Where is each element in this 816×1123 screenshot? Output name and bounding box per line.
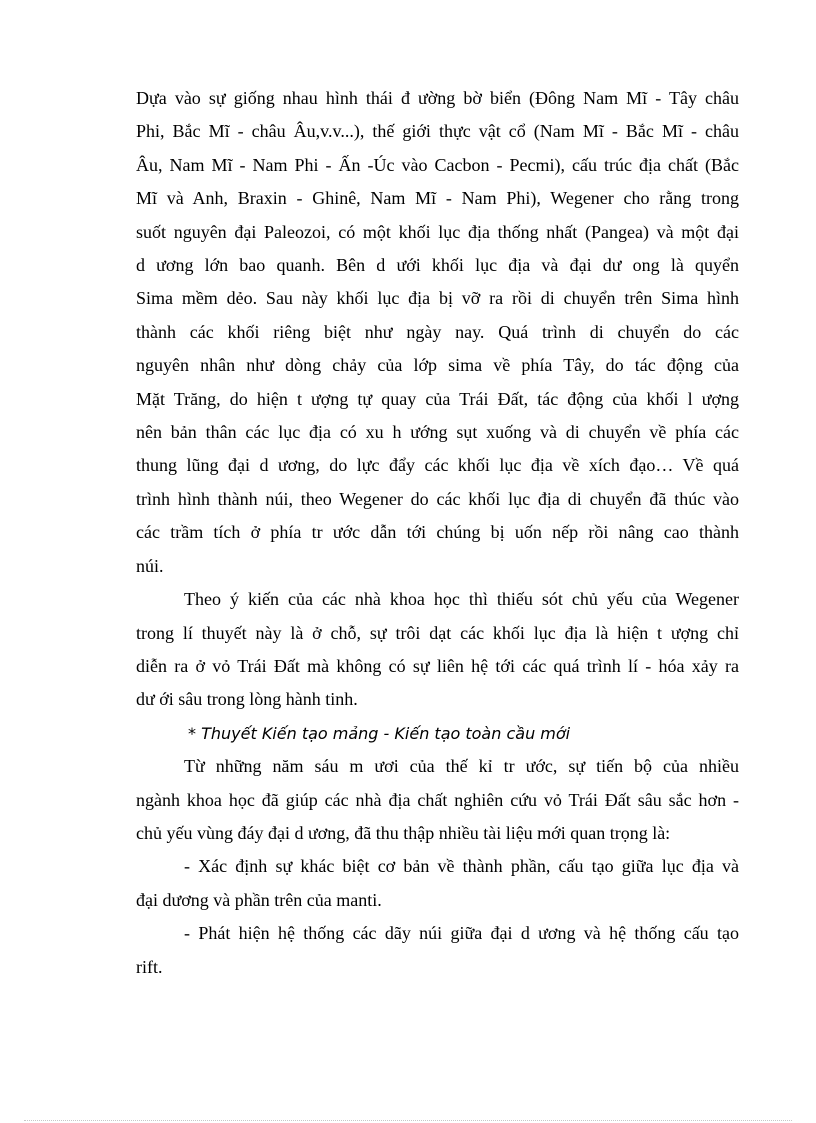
text-line: thành các khối riêng biệt như ngày nay. Quá trình di chuyển do các <box>136 321 739 342</box>
text-line: - Phát hiện hệ thống các dãy núi giữa đại d ương và hệ thống cấu tạo <box>184 923 739 944</box>
text-line: Theo ý kiến của các nhà khoa học thì thiếu sót chủ yếu của Wegener <box>184 589 739 610</box>
text-line: diễn ra ở vỏ Trái Đất mà không có sự liên hệ tới các quá trình lí - hóa xảy ra <box>136 655 739 676</box>
text-line: đại dương và phần trên của manti. <box>136 889 382 910</box>
text-line: suốt nguyên đại Paleozoi, có một khối lục địa thống nhất (Pangea) và một đại <box>136 221 739 242</box>
text-line: chủ yếu vùng đáy đại d ương, đã thu thập nhiều tài liệu mới quan trọng là: <box>136 822 671 843</box>
text-line: nên bản thân các lục địa có xu h ướng sụt xuống và di chuyển về phía các <box>136 422 739 443</box>
text-line: d ương lớn bao quanh. Bên d ưới khối lục địa và đại dư ong là quyển <box>136 255 739 276</box>
text-line: Mĩ và Anh, Braxin - Ghinê, Nam Mĩ - Nam Phi), Wegener cho rằng trong <box>136 188 739 209</box>
text-line: ngành khoa học đã giúp các nhà địa chất nghiên cứu vỏ Trái Đất sâu sắc hơn - <box>136 789 739 810</box>
paragraph-bullet-composition <box>136 850 739 917</box>
text-line: Dựa vào sự giống nhau hình thái đ ường bờ biển (Đông Nam Mĩ - Tây châu <box>136 88 739 108</box>
text-line: Phi, Bắc Mĩ - châu Âu,v.v...), thế giới thực vật cổ (Nam Mĩ - Bắc Mĩ - châu <box>136 121 739 142</box>
text-line: thung lũng đại d ương, do lực đẩy các khối lục địa về xích đạo… Về quá <box>136 455 739 476</box>
text-line: các trầm tích ở phía tr ước dẫn tới chúng bị uốn nếp rồi nâng cao thành <box>136 522 739 543</box>
paragraph-sixties-progress <box>136 750 739 850</box>
text-line: Mặt Trăng, do hiện t ượng tự quay của Trái Đất, tác động của khối l ượng <box>136 388 739 409</box>
paragraph-critique <box>136 583 739 717</box>
page-bottom-divider <box>24 1120 792 1121</box>
text-line: - Xác định sự khác biệt cơ bản về thành phần, cấu tạo giữa lục địa và <box>184 856 739 877</box>
paragraph-wegener-theory <box>136 82 739 583</box>
text-line: dư ới sâu trong lòng hành tinh. <box>136 689 358 710</box>
text-line: Từ những năm sáu m ươi của thế kỉ tr ước, sự tiến bộ của nhiều <box>184 756 739 777</box>
text-line: núi. <box>136 555 164 576</box>
text-line: Âu, Nam Mĩ - Nam Phi - Ấn -Úc vào Cacbon - Pecmi), cấu trúc địa chất (Bắc <box>136 154 739 175</box>
section-subheading: * Thuyết Kiến tạo mảng - Kiến tạo toàn cầu mới <box>188 723 571 743</box>
text-line: trình hình thành núi, theo Wegener do các khối lục địa di chuyển đã thúc vào <box>136 488 739 509</box>
text-line: Sima mềm dẻo. Sau này khối lục địa bị vỡ ra rồi di chuyển trên Sima hình <box>136 288 739 309</box>
text-line: nguyên nhân như dòng chảy của lớp sima về phía Tây, do tác động của <box>136 355 739 376</box>
text-line: rift. <box>136 956 163 977</box>
document-body <box>136 82 739 984</box>
paragraph-bullet-ridges <box>136 917 739 984</box>
text-line: trong lí thuyết này là ở chỗ, sự trôi dạt các khối lục địa là hiện t ượng chỉ <box>136 622 739 643</box>
